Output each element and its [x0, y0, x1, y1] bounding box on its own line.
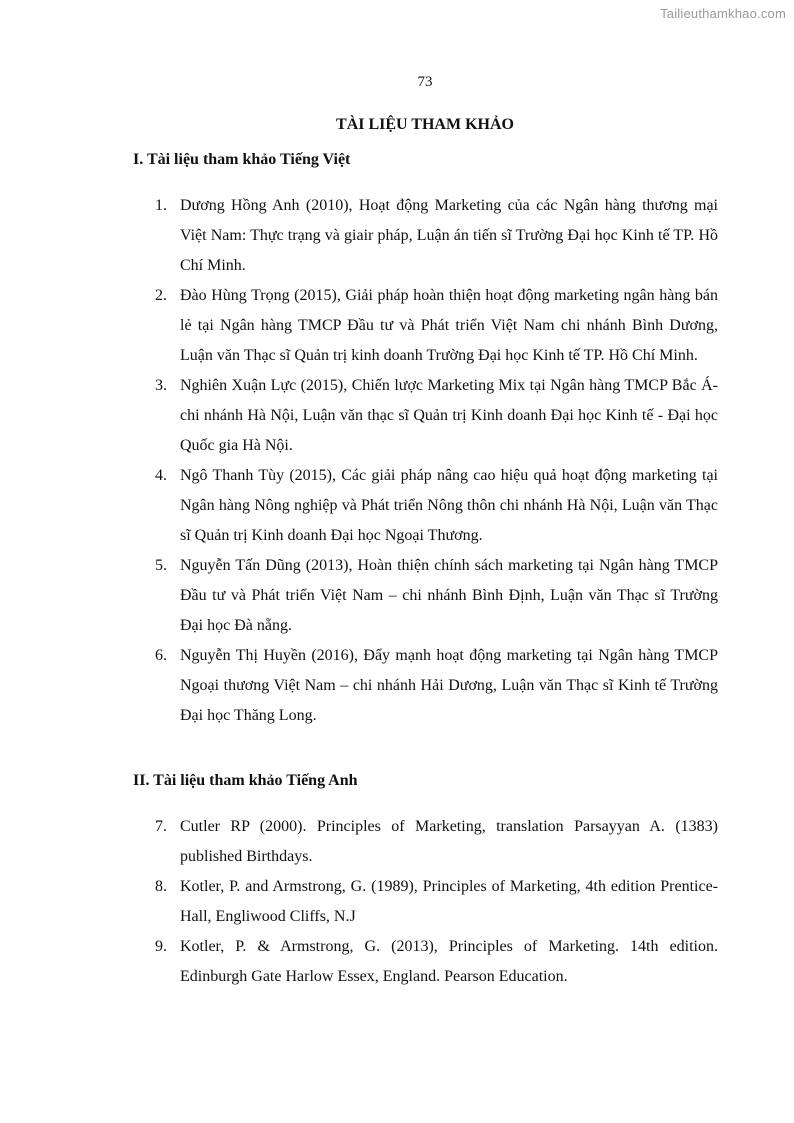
- reference-text: Cutler RP (2000). Principles of Marketing, translation Parsayyan A. (1383) published Birthdays.: [180, 818, 718, 865]
- section-heading-english: II. Tài liệu tham khảo Tiếng Anh: [133, 772, 358, 789]
- watermark: Tailieuthamkhao.com: [660, 6, 786, 21]
- reference-item: [155, 371, 718, 461]
- reference-number: 8.: [155, 878, 167, 895]
- reference-text: Kotler, P. & Armstrong, G. (2013), Principles of Marketing. 14th edition. Edinburgh Gate Harlow Essex, England. Pearson Education.: [180, 938, 718, 985]
- reference-text: Nguyễn Tấn Dũng (2013), Hoàn thiện chính sách marketing tại Ngân hàng TMCP Đầu tư và Phát triển Việt Nam – chi nhánh Bình Định, Luận văn Thạc sĩ Trường Đại học Đà nẵng.: [180, 557, 718, 634]
- reference-item: [155, 872, 718, 932]
- reference-item: [155, 191, 718, 281]
- reference-list-vietnamese: [155, 191, 718, 731]
- reference-number: 6.: [155, 647, 167, 664]
- reference-text: Nghiên Xuận Lực (2015), Chiến lược Marketing Mix tại Ngân hàng TMCP Bắc Á- chi nhánh Hà Nội, Luận văn thạc sĩ Quản trị Kinh doanh Đại học Kinh tế - Đại học Quốc gia Hà Nội.: [180, 377, 718, 454]
- reference-item: [155, 281, 718, 371]
- reference-number: 9.: [155, 938, 167, 955]
- reference-list-english: [155, 812, 718, 992]
- page-number: 73: [417, 74, 433, 90]
- reference-text: Nguyễn Thị Huyền (2016), Đẩy mạnh hoạt động marketing tại Ngân hàng TMCP Ngoại thương Việt Nam – chi nhánh Hải Dương, Luận văn Thạc sĩ Kinh tế Trường Đại học Thăng Long.: [180, 647, 718, 724]
- page-title: TÀI LIỆU THAM KHẢO: [336, 116, 514, 133]
- reference-number: 5.: [155, 557, 167, 574]
- reference-number: 2.: [155, 287, 167, 304]
- reference-item: [155, 812, 718, 872]
- reference-item: [155, 551, 718, 641]
- reference-number: 7.: [155, 818, 167, 835]
- reference-item: [155, 461, 718, 551]
- reference-text: Kotler, P. and Armstrong, G. (1989), Principles of Marketing, 4th edition Prentice-Hall, Engliwood Cliffs, N.J: [180, 878, 718, 925]
- reference-item: [155, 641, 718, 731]
- reference-text: Dương Hồng Anh (2010), Hoạt động Marketing của các Ngân hàng thương mại Việt Nam: Thực trạng và giair pháp, Luận án tiến sĩ Trường Đại học Kinh tế TP. Hồ Chí Minh.: [180, 197, 718, 274]
- reference-number: 4.: [155, 467, 167, 484]
- reference-number: 3.: [155, 377, 167, 394]
- reference-text: Ngô Thanh Tùy (2015), Các giải pháp nâng cao hiệu quả hoạt động marketing tại Ngân hàng Nông nghiệp và Phát triển Nông thôn chi nhánh Hà Nội, Luận văn Thạc sĩ Quản trị Kinh doanh Đại học Ngoại Thương.: [180, 467, 718, 544]
- reference-text: Đào Hùng Trọng (2015), Giải pháp hoàn thiện hoạt động marketing ngân hàng bán lẻ tại Ngân hàng TMCP Đầu tư và Phát triển Việt Nam chi nhánh Bình Dương, Luận văn Thạc sĩ Quản trị kinh doanh Trường Đại học Kinh tế TP. Hồ Chí Minh.: [180, 287, 718, 364]
- section-heading-vietnamese: I. Tài liệu tham khảo Tiếng Việt: [133, 151, 351, 168]
- reference-number: 1.: [155, 197, 167, 214]
- reference-item: [155, 932, 718, 992]
